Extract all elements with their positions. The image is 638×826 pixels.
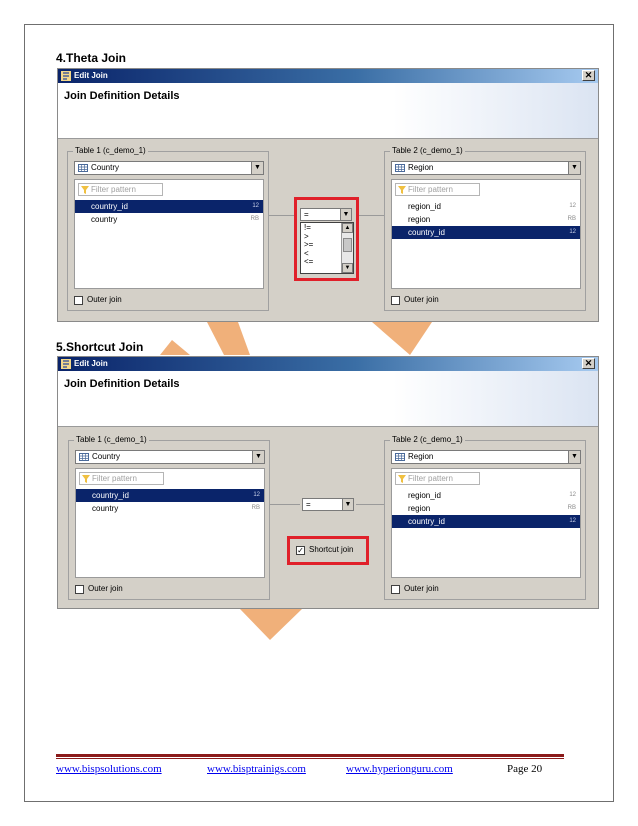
column-name: country_id xyxy=(91,202,128,211)
edit-join-icon xyxy=(61,71,71,81)
table1-outer-join[interactable] xyxy=(74,295,122,305)
scroll-up-icon[interactable]: ▲ xyxy=(342,223,353,233)
chevron-down-icon[interactable]: ▼ xyxy=(568,162,580,174)
header-title: Join Definition Details xyxy=(64,90,180,102)
table1-row-country[interactable] xyxy=(76,502,264,515)
close-button[interactable]: ✕ xyxy=(582,358,595,369)
column-type: RB xyxy=(250,216,259,222)
table1-row-country[interactable] xyxy=(75,213,263,226)
column-type: 12 xyxy=(569,492,576,498)
table-icon xyxy=(395,453,405,461)
column-name: region xyxy=(408,215,431,224)
operator-option[interactable]: <= xyxy=(304,257,314,266)
filter-placeholder: Filter pattern xyxy=(408,185,453,194)
column-name: country_id xyxy=(408,517,445,526)
table2-outer-join[interactable] xyxy=(391,584,439,594)
theta-join-dialog xyxy=(57,68,599,322)
column-type: 12 xyxy=(253,492,260,498)
scroll-down-icon[interactable]: ▼ xyxy=(342,263,353,273)
table1-row-country-id[interactable] xyxy=(75,200,263,213)
table1-filter-input[interactable] xyxy=(78,183,163,196)
table1-select-value: Country xyxy=(91,163,120,172)
connector-left xyxy=(270,504,300,505)
column-name: country xyxy=(91,215,118,224)
column-name: region_id xyxy=(408,202,441,211)
shortcut-join-label: Shortcut join xyxy=(309,545,354,554)
table1-select-value: Country xyxy=(92,452,121,461)
dialog-header xyxy=(58,371,598,427)
column-type: 12 xyxy=(569,203,576,209)
theta-join-heading: 4.Theta Join xyxy=(56,51,127,65)
table1-filter-input[interactable] xyxy=(79,472,164,485)
column-name: country xyxy=(92,504,119,513)
table2-row-region-id[interactable] xyxy=(392,489,580,502)
filter-placeholder: Filter pattern xyxy=(92,474,137,483)
table1-group xyxy=(67,146,269,311)
outer-join-label: Outer join xyxy=(87,295,122,304)
table2-row-country-id[interactable] xyxy=(392,515,580,528)
filter-placeholder: Filter pattern xyxy=(91,185,136,194)
table1-column-list xyxy=(74,179,264,289)
table1-row-country-id[interactable] xyxy=(76,489,264,502)
operator-option[interactable]: > xyxy=(304,231,309,241)
chevron-down-icon[interactable]: ▼ xyxy=(252,451,264,463)
checkbox-checked[interactable]: ✓ xyxy=(297,546,304,555)
shortcut-join-dialog xyxy=(57,356,599,609)
decor-arrow-center xyxy=(207,322,250,355)
column-type: RB xyxy=(567,505,576,511)
column-type: 12 xyxy=(569,229,576,235)
page-number: Page 20 xyxy=(507,763,543,775)
scroll-thumb[interactable] xyxy=(343,238,352,252)
table1-legend: Table 1 (c_demo_1) xyxy=(76,435,147,444)
operator-option[interactable]: != xyxy=(304,223,311,232)
table1-select[interactable] xyxy=(75,450,265,464)
column-name: region xyxy=(408,504,431,513)
table2-column-list xyxy=(391,468,581,578)
dialog-title: Edit Join xyxy=(74,359,108,368)
table1-select[interactable] xyxy=(74,161,264,175)
edit-join-icon xyxy=(61,359,71,369)
filter-placeholder: Filter pattern xyxy=(408,474,453,483)
outer-join-label: Outer join xyxy=(88,584,123,593)
table1-group xyxy=(68,435,270,600)
table2-row-region[interactable] xyxy=(392,502,580,515)
connector-right xyxy=(359,215,384,216)
dialog-title: Edit Join xyxy=(74,71,108,80)
checkbox[interactable] xyxy=(74,296,83,305)
operator-select[interactable] xyxy=(300,208,352,221)
table2-column-list xyxy=(391,179,581,289)
column-type: 12 xyxy=(569,518,576,524)
shortcut-join-heading: 5.Shortcut Join xyxy=(56,340,144,354)
connector-left xyxy=(269,215,294,216)
checkbox[interactable] xyxy=(391,296,400,305)
filter-icon xyxy=(398,475,406,483)
column-type: 12 xyxy=(252,203,259,209)
table1-legend: Table 1 (c_demo_1) xyxy=(75,146,146,155)
table2-row-region[interactable] xyxy=(392,213,580,226)
checkbox[interactable] xyxy=(391,585,400,594)
column-name: country_id xyxy=(92,491,129,500)
chevron-down-icon[interactable]: ▼ xyxy=(251,162,263,174)
dialog-titlebar xyxy=(58,357,598,371)
outer-join-label: Outer join xyxy=(404,295,439,304)
footer-link-bispsolutions[interactable]: www.bispsolutions.com xyxy=(56,763,162,775)
column-name: region_id xyxy=(408,491,441,500)
table2-legend: Table 2 (c_demo_1) xyxy=(392,435,463,444)
column-name: country_id xyxy=(408,228,445,237)
operator-value: = xyxy=(306,500,311,509)
table1-outer-join[interactable] xyxy=(75,584,123,594)
dropdown-scrollbar[interactable] xyxy=(341,223,353,273)
footer-link-hyperionguru[interactable]: www.hyperionguru.com xyxy=(346,763,453,775)
operator-dropdown[interactable] xyxy=(300,222,354,274)
footer-rule-thin xyxy=(56,758,564,759)
table2-group xyxy=(384,435,586,600)
table2-row-country-id[interactable] xyxy=(392,226,580,239)
chevron-down-icon[interactable]: ▼ xyxy=(342,499,353,510)
column-type: RB xyxy=(251,505,260,511)
table2-select-value: Region xyxy=(408,452,434,461)
table-icon xyxy=(79,453,89,461)
filter-icon xyxy=(81,186,89,194)
table-icon xyxy=(395,164,405,172)
decor-arrow-bottom xyxy=(240,609,302,640)
chevron-down-icon[interactable]: ▼ xyxy=(340,209,351,220)
table2-select[interactable] xyxy=(391,161,581,175)
header-title: Join Definition Details xyxy=(64,378,180,390)
decor-arrow-left xyxy=(160,340,190,355)
filter-icon xyxy=(398,186,406,194)
column-type: RB xyxy=(567,216,576,222)
chevron-down-icon[interactable]: ▼ xyxy=(568,451,580,463)
table2-row-region-id[interactable] xyxy=(392,200,580,213)
filter-icon xyxy=(82,475,90,483)
table-icon xyxy=(78,164,88,172)
table2-outer-join[interactable] xyxy=(391,295,439,305)
outer-join-label: Outer join xyxy=(404,584,439,593)
operator-option[interactable]: >= xyxy=(304,240,314,249)
table1-column-list xyxy=(75,468,265,578)
footer-rule xyxy=(56,754,564,757)
table2-select[interactable] xyxy=(391,450,581,464)
table2-group xyxy=(384,146,586,311)
operator-option[interactable]: < xyxy=(304,248,309,258)
table2-filter-input[interactable] xyxy=(395,472,480,485)
dialog-header xyxy=(58,83,598,139)
shortcut-join-checkbox[interactable] xyxy=(296,545,353,555)
operator-select[interactable] xyxy=(302,498,354,511)
dialog-titlebar xyxy=(58,69,598,83)
table2-filter-input[interactable] xyxy=(395,183,480,196)
table2-select-value: Region xyxy=(408,163,434,172)
operator-value: = xyxy=(304,210,309,219)
connector-right xyxy=(356,504,384,505)
footer-link-bisptrainigs[interactable]: www.bisptrainigs.com xyxy=(207,763,306,775)
decor-arrow-right xyxy=(372,322,432,355)
checkbox[interactable] xyxy=(75,585,84,594)
table2-legend: Table 2 (c_demo_1) xyxy=(392,146,463,155)
close-button[interactable]: ✕ xyxy=(582,70,595,81)
